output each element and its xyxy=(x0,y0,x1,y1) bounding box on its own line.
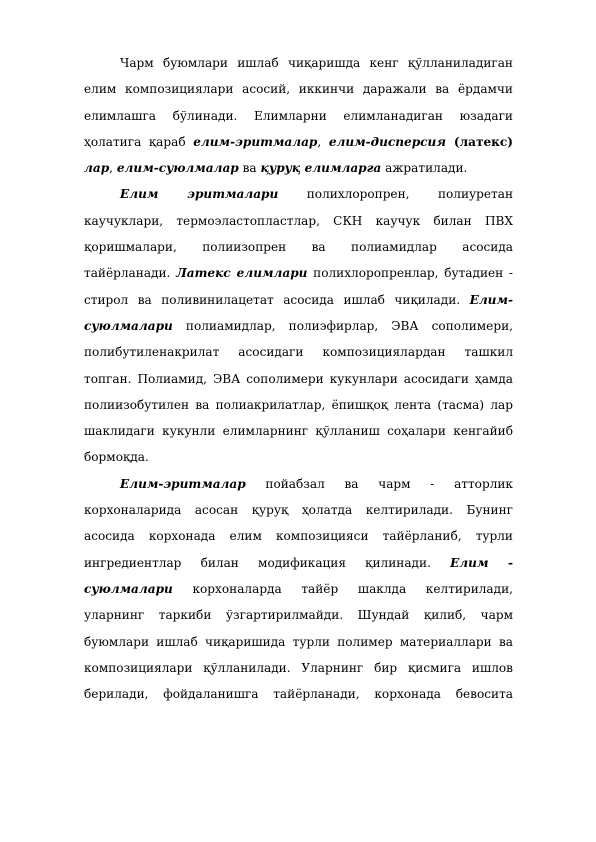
paragraph-2-line xyxy=(84,418,513,444)
text-run: корхоналарда тайёр шаклда келтирилади, xyxy=(172,581,513,596)
emphasized-term: Елим эритмалари xyxy=(120,187,279,202)
emphasized-term: қуруқ елимларга xyxy=(260,161,382,176)
text-run: топган. Полиамид, ЭВА сополимери кукунлари асосидаги ҳамда xyxy=(84,371,513,386)
text-run: полихлоропрен, полиуретан xyxy=(278,187,513,202)
emphasized-term: (латекс) xyxy=(445,134,513,149)
text-run: қоришмалари, полиизопрен ва полиамидлар асосида xyxy=(84,240,513,255)
text-run: ва xyxy=(238,161,261,176)
text-run: тайёрланади. xyxy=(84,266,177,281)
emphasized-term: суюлмалари xyxy=(84,318,173,333)
text-run: асосида корхонада елим композицияси тайёрланиб, турли xyxy=(84,529,513,544)
document-page xyxy=(84,50,513,707)
paragraph-2-line xyxy=(84,366,513,392)
emphasized-term: Елим- xyxy=(469,292,513,307)
text-run: ингредиентлар билан модификация қилинади. xyxy=(84,555,451,570)
paragraph-2-line xyxy=(84,392,513,418)
paragraph-2-line xyxy=(84,234,513,260)
emphasized-term: елим-дисперсия xyxy=(328,134,446,149)
paragraph-2-line xyxy=(84,260,513,286)
paragraph-3-line xyxy=(84,523,513,549)
paragraph-1-line xyxy=(84,50,513,76)
text-run: полихлоропренлар, бутадиен - xyxy=(307,266,513,281)
paragraph-3-line xyxy=(84,550,513,576)
paragraph-3-line xyxy=(84,629,513,655)
text-run: пойабзал ва чарм - атторлик xyxy=(245,476,513,491)
paragraph-3-line xyxy=(84,471,513,497)
paragraph-2-line xyxy=(84,208,513,234)
paragraph-2-line xyxy=(84,287,513,313)
text-run: , xyxy=(109,161,117,176)
paragraph-2-line xyxy=(84,313,513,339)
emphasized-term: лар xyxy=(84,161,110,176)
paragraph-3-line xyxy=(84,655,513,681)
emphasized-term: Елим - xyxy=(450,555,513,570)
text-run: ҳолатига қараб xyxy=(84,134,194,149)
emphasized-term: елим-суюлмалар xyxy=(116,161,239,176)
text-run: композициялари қўлланилади. Уларнинг бир қисмига ишлов xyxy=(84,660,513,675)
text-run: шаклидаги кукунли елимларнинг қўлланиш соҳалари кенгайиб xyxy=(84,424,513,439)
text-run: корхоналарида асосан қуруқ ҳолатда келтирилади. Бунинг xyxy=(84,503,513,518)
paragraph-1-line xyxy=(84,155,513,181)
text-run: полибутиленакрилат асосидаги композициялардан ташкил xyxy=(84,345,513,360)
text-run: берилади, фойдаланишга тайёрланади, корхонада бевосита xyxy=(84,687,513,702)
paragraph-2-line xyxy=(84,444,513,470)
text-run: елим композициялари асосий, иккинчи даражали ва ёрдамчи xyxy=(84,82,513,97)
paragraph-2-line xyxy=(84,339,513,365)
emphasized-term: Елим-эритмалар xyxy=(120,476,246,491)
text-run: стирол ва поливинилацетат асосида ишлаб чиқилади. xyxy=(84,292,470,307)
text-run: полиизобутилен ва полиакрилатлар, ёпишқоқ лента (тасма) лар xyxy=(84,397,513,412)
text-run: каучуклари, термоэластопластлар, СКН каучук билан ПВХ xyxy=(84,213,513,228)
paragraph-3-line xyxy=(84,681,513,707)
text-run: бормоқда. xyxy=(84,450,149,465)
emphasized-term: елим-эритмалар xyxy=(193,134,318,149)
text-run: ажратилади. xyxy=(381,161,468,176)
text-run: , xyxy=(317,134,329,149)
text-run: елимлашга бўлинади. Елимларни елимланадиган юзадаги xyxy=(84,108,513,123)
paragraph-1-line xyxy=(84,103,513,129)
paragraph-1-line xyxy=(84,76,513,102)
paragraph-2-line xyxy=(84,181,513,207)
text-run: буюмлари ишлаб чиқаришида турли полимер материаллари ва xyxy=(84,634,513,649)
paragraph-3-line xyxy=(84,602,513,628)
paragraph-3-line xyxy=(84,497,513,523)
emphasized-term: Латекс елимлари xyxy=(176,266,308,281)
emphasized-term: суюлмалари xyxy=(84,581,173,596)
text-run: Чарм буюмлари ишлаб чиқаришда кенг қўлланиладиган xyxy=(120,56,513,70)
paragraph-1-line xyxy=(84,129,513,155)
text-run: уларнинг таркиби ўзгартирилмайди. Шундай қилиб, чарм xyxy=(84,608,513,623)
paragraph-3-line xyxy=(84,576,513,602)
text-run: полиамидлар, полиэфирлар, ЭВА сополимери, xyxy=(172,318,513,333)
